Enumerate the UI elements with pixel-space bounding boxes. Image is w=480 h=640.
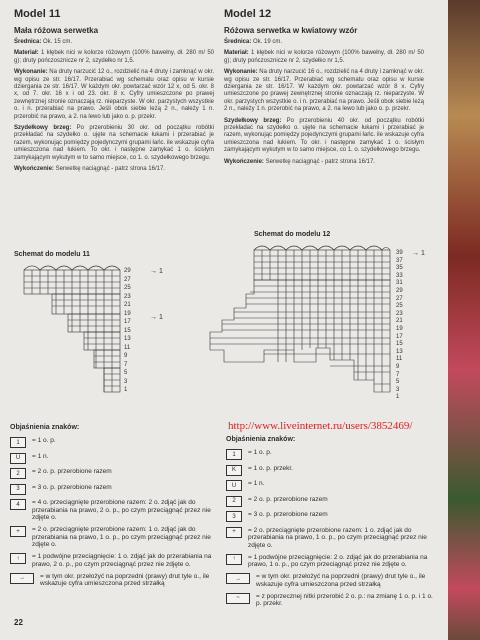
model-12-instructions: Wykonanie: Na druty narzucić 16 o., rozdzielić na 4 druty i zamknąć w okr. wg opisu ze str. 16/17. Przerabiać wg schematu oraz opisu w kursie dziergania ze str. 16/17. W każdym okr. powtarzać wzór 8 x. Cyfry umieszczone po prawej zewnętrznej stronie oznaczają rz. nieparzyste. W okr. parzystych wszystkie o. i n. przerabiać na prawo. Jeśli obok siebie leżą 2 n., należy 1 n. przerobić na prawo, a 2. na lewo lub jako o. p. przekr. <box>224 69 424 113</box>
schema-12-chart <box>204 242 394 402</box>
schema-11-row-label: 5 <box>124 370 128 376</box>
yarn-over-symbol-icon: U <box>10 453 26 464</box>
legend-item: 1 = 1 o. p. <box>10 437 220 448</box>
arrow-symbol-icon: → <box>10 573 34 584</box>
double-decrease-symbol-icon: ↑ <box>10 553 26 564</box>
legend-item: U = 1 n. <box>10 453 220 464</box>
model-12-subtitle: Różowa serwetka w kwiatowy wzór <box>224 26 358 35</box>
schema-11-row-label: 21 <box>124 302 131 308</box>
double-decrease-symbol-icon: ↑ <box>226 554 242 565</box>
schema-12-row-label: 35 <box>396 265 403 272</box>
model-11-instructions: Wykonanie: Na druty narzucić 12 o., rozdzielić na 4 druty i zamknąć w okr. wg opisu ze str. 16/17. Przerabiać wg schematu oraz opisu w kursie dziergania ze str. 16/17. W każdym okr. powtarzać wzór 12 x, od 5. okr. 8 x, od 7. okr. 16 x i od 23. okr. 8 x. Cyfry umieszczone po prawej zewnętrznej stronie oznaczają rz. nieparzyste. W okr. parzystych wszystkie o. i n. przerabiać na prawo. Jeśli obok siebie leżą 2 n., należy 1 n. przerobić na prawo, a 2. na lewo lub jako o. p. przekr. <box>14 69 214 120</box>
legend-item: 3 = 3 o. p. przerobione razem <box>226 511 440 522</box>
model-11-title: Model 11 <box>14 8 61 20</box>
schema-11-row-label: 29 <box>124 268 131 274</box>
schema-12-row-label: 1 <box>396 394 400 401</box>
schema-12-row-numbers <box>396 250 410 402</box>
schema-12-row-label: 7 <box>396 371 400 378</box>
model-12-text <box>224 8 424 166</box>
watermark-url[interactable]: http://www.liveinternet.ru/users/3852469/ <box>228 420 413 432</box>
legend-item: K = 1 o. p. przekr. <box>226 465 440 476</box>
legend-left-title: Objaśnienia znaków: <box>10 424 80 431</box>
schema-12-row-label: 31 <box>396 280 403 287</box>
model-12-diameter: Średnica: Ok. 19 cm. <box>224 39 283 45</box>
schema-11-row-label: 9 <box>124 353 128 359</box>
legend-item: + = 2 o. przeciągnięte przerobione razem: 1 o. zdjąć jak do przerabiania na prawo, 1 o. p., po czym przeciągnąć przez nie zdjęte o. <box>226 527 440 550</box>
model-11-subtitle: Mała różowa serwetka <box>14 26 99 35</box>
schema-12-row-label: 33 <box>396 272 403 279</box>
legend-item: U = 1 n. <box>226 480 440 491</box>
page-number: 22 <box>14 618 23 627</box>
knit-twisted-symbol-icon: K <box>226 465 242 476</box>
schema-12-row-label: 5 <box>396 379 400 386</box>
schema-12-row-label: 37 <box>396 257 403 264</box>
legend-item: 1 = 1 o. p. <box>226 449 440 460</box>
k2tog-symbol-icon: 2 <box>10 468 26 479</box>
schema-12-title: Schemat do modelu 12 <box>254 231 331 238</box>
model-11-text <box>14 8 214 174</box>
schema-11-title: Schemat do modelu 11 <box>14 251 90 258</box>
model-11-finishing: Wykończenie: Serwetkę naciągnąć - patrz strona 16/17. <box>14 166 165 173</box>
schema-11-row-label: 27 <box>124 276 131 283</box>
legend-item: 2 = 2 o. p. przerobione razem <box>10 468 220 479</box>
model-12-material: Materiał: 1 kłębek nici w kolorze różowym (100% bawełny, dł. 280 m/ 50 g); druty pończosznicze nr 2, szydełko nr 1,5. <box>224 50 424 64</box>
schema-11-row-label: 7 <box>124 361 128 368</box>
schema-12-row-label: 27 <box>396 295 403 302</box>
k3tog-symbol-icon: 3 <box>10 484 26 495</box>
legend-right <box>226 436 440 612</box>
arrow-symbol-icon: → <box>226 573 250 584</box>
model-12-finishing: Wykończenie: Serwetkę naciągnąć - patrz strona 16/17. <box>224 158 375 165</box>
legend-item: ↑ = 1 podwójne przeciągnięcie: 1 o. zdjąć jak do przerabiania na prawo, 2 o. p., po czym przeciągnąć przez nie zdjęte o. <box>10 553 220 568</box>
schema-11-row-label: 19 <box>124 310 131 317</box>
model-11-crochet-edge: Szydełkowy brzeg: Po przerobieniu 30 okr. od początku robótki przekładać na szydełko o. ujęte na schemacie łukami i przerabiać je razem, wykonując pomiędzy pojedynczymi grupami łańc. ile wskazuje cyfra umieszczona nad łukiem. To okr. i następne zamykać 1 o. ścisłym zamykającym wykutym w to samo miejsce, co 1. o. szydełkowego brzegu. <box>14 125 215 161</box>
legend-item: ~ = z poprzecznej nitki przerobić 2 o. p.: na zmianę 1 o. p. i 1 o. p. przekr. <box>226 593 440 608</box>
schema-12-row-label: 17 <box>396 333 403 340</box>
model-12-crochet-edge: Szydełkowy brzeg: Po przerobieniu 40 okr. od początku robótki przekładać na szydełko o. ujęte na schemacie łukami i przerabiać je razem, wykonując pomiędzy pojedynczymi grupami łańc. ile wskazuje cyfra umieszczona nad łukiem. To okr. i następne zamykać 1 o. ścisłym zamykającym wykutym w to samo miejsce, co 1. o. szydełkowego brzegu. <box>224 117 425 154</box>
model-11-diameter: Średnica: Ok. 15 cm. <box>14 39 73 45</box>
yarn-over-symbol-icon: U <box>226 480 242 491</box>
k4-decrease-symbol-icon: 4 <box>10 499 26 510</box>
schema-11-row-numbers <box>124 268 138 396</box>
schema-12-row-label: 21 <box>396 318 403 325</box>
ssk-symbol-icon: + <box>226 527 242 538</box>
schema-11-arrow-top: → 1 <box>150 268 163 275</box>
knit-symbol-icon: 1 <box>226 449 242 460</box>
schema-12-row-label: 19 <box>396 325 403 332</box>
model-12-title: Model 12 <box>224 8 272 20</box>
schema-11-row-label: 17 <box>124 319 131 325</box>
legend-item: → = w tym okr. przełożyć na poprzedni (prawy) drut tyle o., ile wskazuje cyfra umieszczona przed strzałką <box>226 573 440 588</box>
schema-12-row-label: 13 <box>396 348 403 355</box>
schema-12-row-label: 9 <box>396 363 400 370</box>
ssk-symbol-icon: + <box>10 526 26 537</box>
photo-edge <box>448 0 480 640</box>
legend-item: 2 = 2 o. p. przerobione razem <box>226 496 440 507</box>
schema-11-row-label: 1 <box>124 387 128 393</box>
legend-item: ↑ = 1 podwójne przeciągnięcie: 2 o. zdjąć jak do przerabiania na prawo, 1 o. p., po czym przeciągnąć przez nie zdjęte o. <box>226 554 440 569</box>
k3tog-symbol-icon: 3 <box>226 511 242 522</box>
schema-12-row-label: 15 <box>396 341 403 348</box>
schema-11-row-label: 15 <box>124 327 131 334</box>
schema-12-row-label: 11 <box>396 356 403 363</box>
legend-item: 3 = 3 o. p. przerobione razem <box>10 484 220 495</box>
schema-11-row-label: 25 <box>124 285 131 291</box>
legend-item: + = 2 o. przeciągnięte przerobione razem: 1 o. zdjąć jak do przerabiania na prawo, 1 o. p., po czym przeciągnąć przez nie zdjęte o. <box>10 526 220 549</box>
schema-12-row-label: 3 <box>396 386 400 393</box>
schema-11-row-label: 3 <box>124 378 128 385</box>
legend-left <box>10 424 220 592</box>
strand-increase-symbol-icon: ~ <box>226 593 250 604</box>
k2tog-symbol-icon: 2 <box>226 496 242 507</box>
legend-item: → = w tym okr. przełożyć na poprzedni (prawy) drut tyle o., ile wskazuje cyfra umieszczona przed strzałką <box>10 573 220 588</box>
schema-11-row-label: 13 <box>124 336 131 342</box>
knit-symbol-icon: 1 <box>10 437 26 448</box>
schema-12-row-label: 39 <box>396 250 403 256</box>
schema-12-row-label: 25 <box>396 303 403 310</box>
legend-right-title: Objaśnienia znaków: <box>226 436 296 443</box>
legend-item: 4 = 4 o. przeciągnięte przerobione razem: 2 o. zdjąć jak do przerabiania na prawo, 2 o. p., po czym przeciągnąć przez nie zdjęte o. <box>10 499 220 522</box>
schema-11-row-label: 11 <box>124 344 131 351</box>
schema-12-arrow-top: → 1 <box>412 250 425 257</box>
schema-12-row-label: 23 <box>396 310 403 317</box>
schema-11-arrow-mid: → 1 <box>150 314 163 321</box>
schema-11-row-label: 23 <box>124 293 131 300</box>
model-11-material: Materiał: 1 kłębek nici w kolorze różowym (100% bawełny, dł. 280 m/ 50 g); druty pończosznicze nr 2, szydełko nr 1,5. <box>14 50 214 64</box>
schema-12-row-label: 29 <box>396 287 403 294</box>
